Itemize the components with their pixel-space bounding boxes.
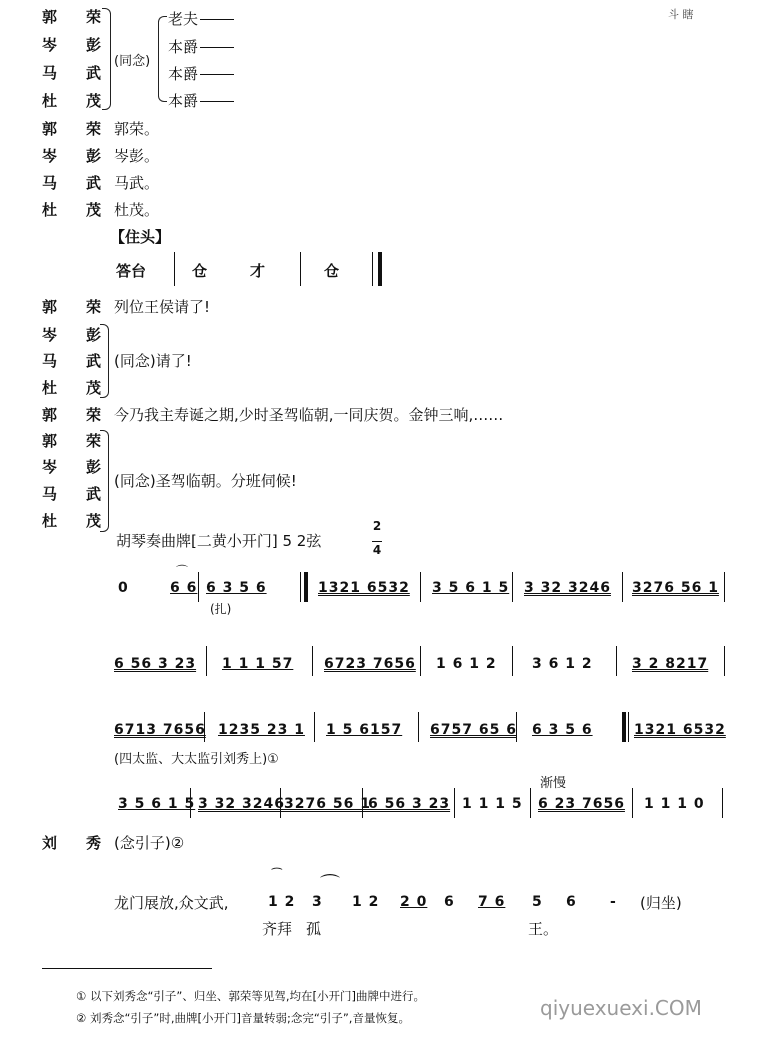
tempo-mark: 渐慢	[540, 776, 567, 791]
name-guo-rong: 郭荣。	[114, 120, 160, 138]
note-group: 3 5 6 1 5	[118, 796, 196, 812]
role-cen-peng: 岑 彭	[42, 326, 102, 344]
barline	[516, 712, 517, 742]
barline	[312, 646, 313, 676]
end-barline	[378, 252, 382, 286]
note-group: 1 5 6157	[326, 722, 403, 738]
note-group: 6 3 5 6	[206, 580, 267, 596]
note-group: 6 3 5 6	[532, 722, 593, 738]
barline	[418, 712, 419, 742]
barline	[372, 252, 373, 286]
role-ma-wu: 马 武	[42, 174, 102, 192]
role-ma-wu: 马 武	[42, 352, 102, 370]
barline	[362, 788, 363, 818]
note-group: 3276 56 1	[284, 796, 371, 812]
slur-icon: ⁀	[272, 868, 282, 882]
lyric-under: 齐拜	[262, 920, 293, 938]
end-note: (归坐)	[640, 894, 682, 912]
zha-note: (扎)	[210, 602, 232, 616]
percussion-label: 答台	[116, 262, 147, 280]
note-group: 1 1 1 0	[644, 796, 705, 812]
line-laofu: 老夫	[168, 8, 234, 29]
melody-note: -	[610, 894, 617, 910]
footnote-1: ① 以下刘秀念“引子”、归坐、郭荣等见驾,均在[小开门]曲牌中进行。	[76, 989, 426, 1003]
barline	[632, 788, 633, 818]
barline	[300, 572, 301, 602]
zhutou-label: 【住头】	[110, 228, 171, 246]
note-group: 1 6 1 2	[436, 656, 497, 672]
line-group-1: (同念)请了!	[114, 352, 192, 370]
line-benjue-1: 本爵	[168, 36, 234, 57]
footnote-divider	[42, 968, 212, 969]
note-group: 6 56 3 23	[368, 796, 451, 812]
barline	[190, 788, 191, 818]
melody-note: 5	[532, 894, 543, 910]
role-guo-rong: 郭 荣	[42, 120, 102, 138]
qupai-label: 胡琴奏曲牌[二黄小开门] 5 2弦	[116, 532, 322, 550]
time-signature: 2 4	[372, 519, 382, 557]
lyric-prefix: 龙门展放,众文武,	[114, 894, 229, 912]
note-group: 6 23 7656	[538, 796, 625, 812]
barline	[622, 572, 623, 602]
barline	[722, 788, 723, 818]
note-group: 6757 65 6	[430, 722, 517, 738]
line-guo-rong-2: 今乃我主寿诞之期,少时圣驾临朝,一同庆贺。金钟三响,……	[114, 406, 504, 424]
role-cen-peng: 岑 彭	[42, 458, 102, 476]
name-cen-peng: 岑彭。	[114, 147, 160, 165]
note-group: 1 1 1 57	[222, 656, 294, 672]
role-ma-wu: 马 武	[42, 64, 102, 82]
stage-direction: (四太监、大太监引刘秀上)①	[114, 752, 279, 767]
barline	[724, 572, 725, 602]
melody-note: 3	[312, 894, 323, 910]
corner-marks: 斗 瞎	[668, 8, 694, 21]
note-group: 3 2 8217	[632, 656, 709, 672]
phrase-slur-icon: ⌒	[320, 872, 380, 896]
yinzi-label: (念引子)②	[114, 834, 185, 852]
note-group: 1321 6532	[634, 722, 726, 738]
lines-brace	[158, 16, 167, 102]
group-brace	[102, 8, 111, 110]
note-group: 1321 6532	[318, 580, 410, 596]
barline	[724, 646, 725, 676]
barline	[280, 788, 281, 818]
beat-cang-2: 仓	[324, 262, 340, 280]
note-group: 3 5 6 1 5	[432, 580, 510, 596]
role-cen-peng: 岑 彭	[42, 147, 102, 165]
melody-note: 7 6	[478, 894, 506, 910]
melody-note: 6	[444, 894, 455, 910]
note-rest: 0	[118, 580, 129, 596]
note-group: 3 32 3246	[198, 796, 285, 812]
role-ma-wu: 马 武	[42, 485, 102, 503]
role-du-mao: 杜 茂	[42, 512, 102, 530]
role-guo-rong: 郭 荣	[42, 8, 102, 26]
note-group: 1 1 1 5	[462, 796, 523, 812]
note-group: 6 6	[170, 580, 198, 596]
group-brace	[100, 430, 109, 532]
role-guo-rong: 郭 荣	[42, 406, 102, 424]
repeat-barline	[622, 712, 626, 742]
note-group: 3 6 1 2	[532, 656, 593, 672]
beat-cai: 才	[250, 262, 266, 280]
role-du-mao: 杜 茂	[42, 92, 102, 110]
barline	[420, 646, 421, 676]
group-brace	[100, 324, 109, 398]
beat-cang-1: 仓	[192, 262, 208, 280]
repeat-barline	[304, 572, 308, 602]
note-group: 3 32 3246	[524, 580, 611, 596]
line-benjue-2: 本爵	[168, 63, 234, 84]
melody-note: 1 2	[352, 894, 380, 910]
role-guo-rong: 郭 荣	[42, 298, 102, 316]
barline	[454, 788, 455, 818]
barline	[512, 572, 513, 602]
name-ma-wu: 马武。	[114, 174, 160, 192]
barline	[616, 646, 617, 676]
line-guo-rong-1: 列位王侯请了!	[114, 298, 211, 316]
barline	[204, 712, 205, 742]
barline	[628, 712, 629, 742]
barline	[512, 646, 513, 676]
note-group: 6713 7656	[114, 722, 206, 738]
lyric-under: 王。	[528, 920, 559, 938]
melody-note: 6	[566, 894, 577, 910]
note-group: 6 56 3 23	[114, 656, 197, 672]
barline	[198, 572, 199, 602]
role-guo-rong: 郭 荣	[42, 432, 102, 450]
note-group: 1235 23 1	[218, 722, 305, 738]
barline	[300, 252, 301, 286]
name-du-mao: 杜茂。	[114, 201, 160, 219]
fermata-icon: ⌒	[176, 564, 189, 578]
barline	[206, 646, 207, 676]
note-group: 3276 56 1	[632, 580, 719, 596]
barline	[530, 788, 531, 818]
line-benjue-3: 本爵	[168, 90, 234, 111]
role-liu-xiu: 刘 秀	[42, 834, 102, 852]
barline	[174, 252, 175, 286]
note-group: 6723 7656	[324, 656, 416, 672]
role-du-mao: 杜 茂	[42, 379, 102, 397]
melody-note: 1 2	[268, 894, 296, 910]
lyric-under: 孤	[306, 920, 322, 938]
barline	[420, 572, 421, 602]
tongnian-label: (同念)	[114, 54, 151, 69]
role-cen-peng: 岑 彭	[42, 36, 102, 54]
line-group-2: (同念)圣驾临朝。分班伺候!	[114, 472, 297, 490]
footnote-2: ② 刘秀念“引子”时,曲牌[小开门]音量转弱;念完“引子”,音量恢复。	[76, 1011, 410, 1025]
watermark: qiyuexuexi.COM	[540, 996, 702, 1020]
barline	[314, 712, 315, 742]
melody-note: 2 0	[400, 894, 428, 910]
role-du-mao: 杜 茂	[42, 201, 102, 219]
